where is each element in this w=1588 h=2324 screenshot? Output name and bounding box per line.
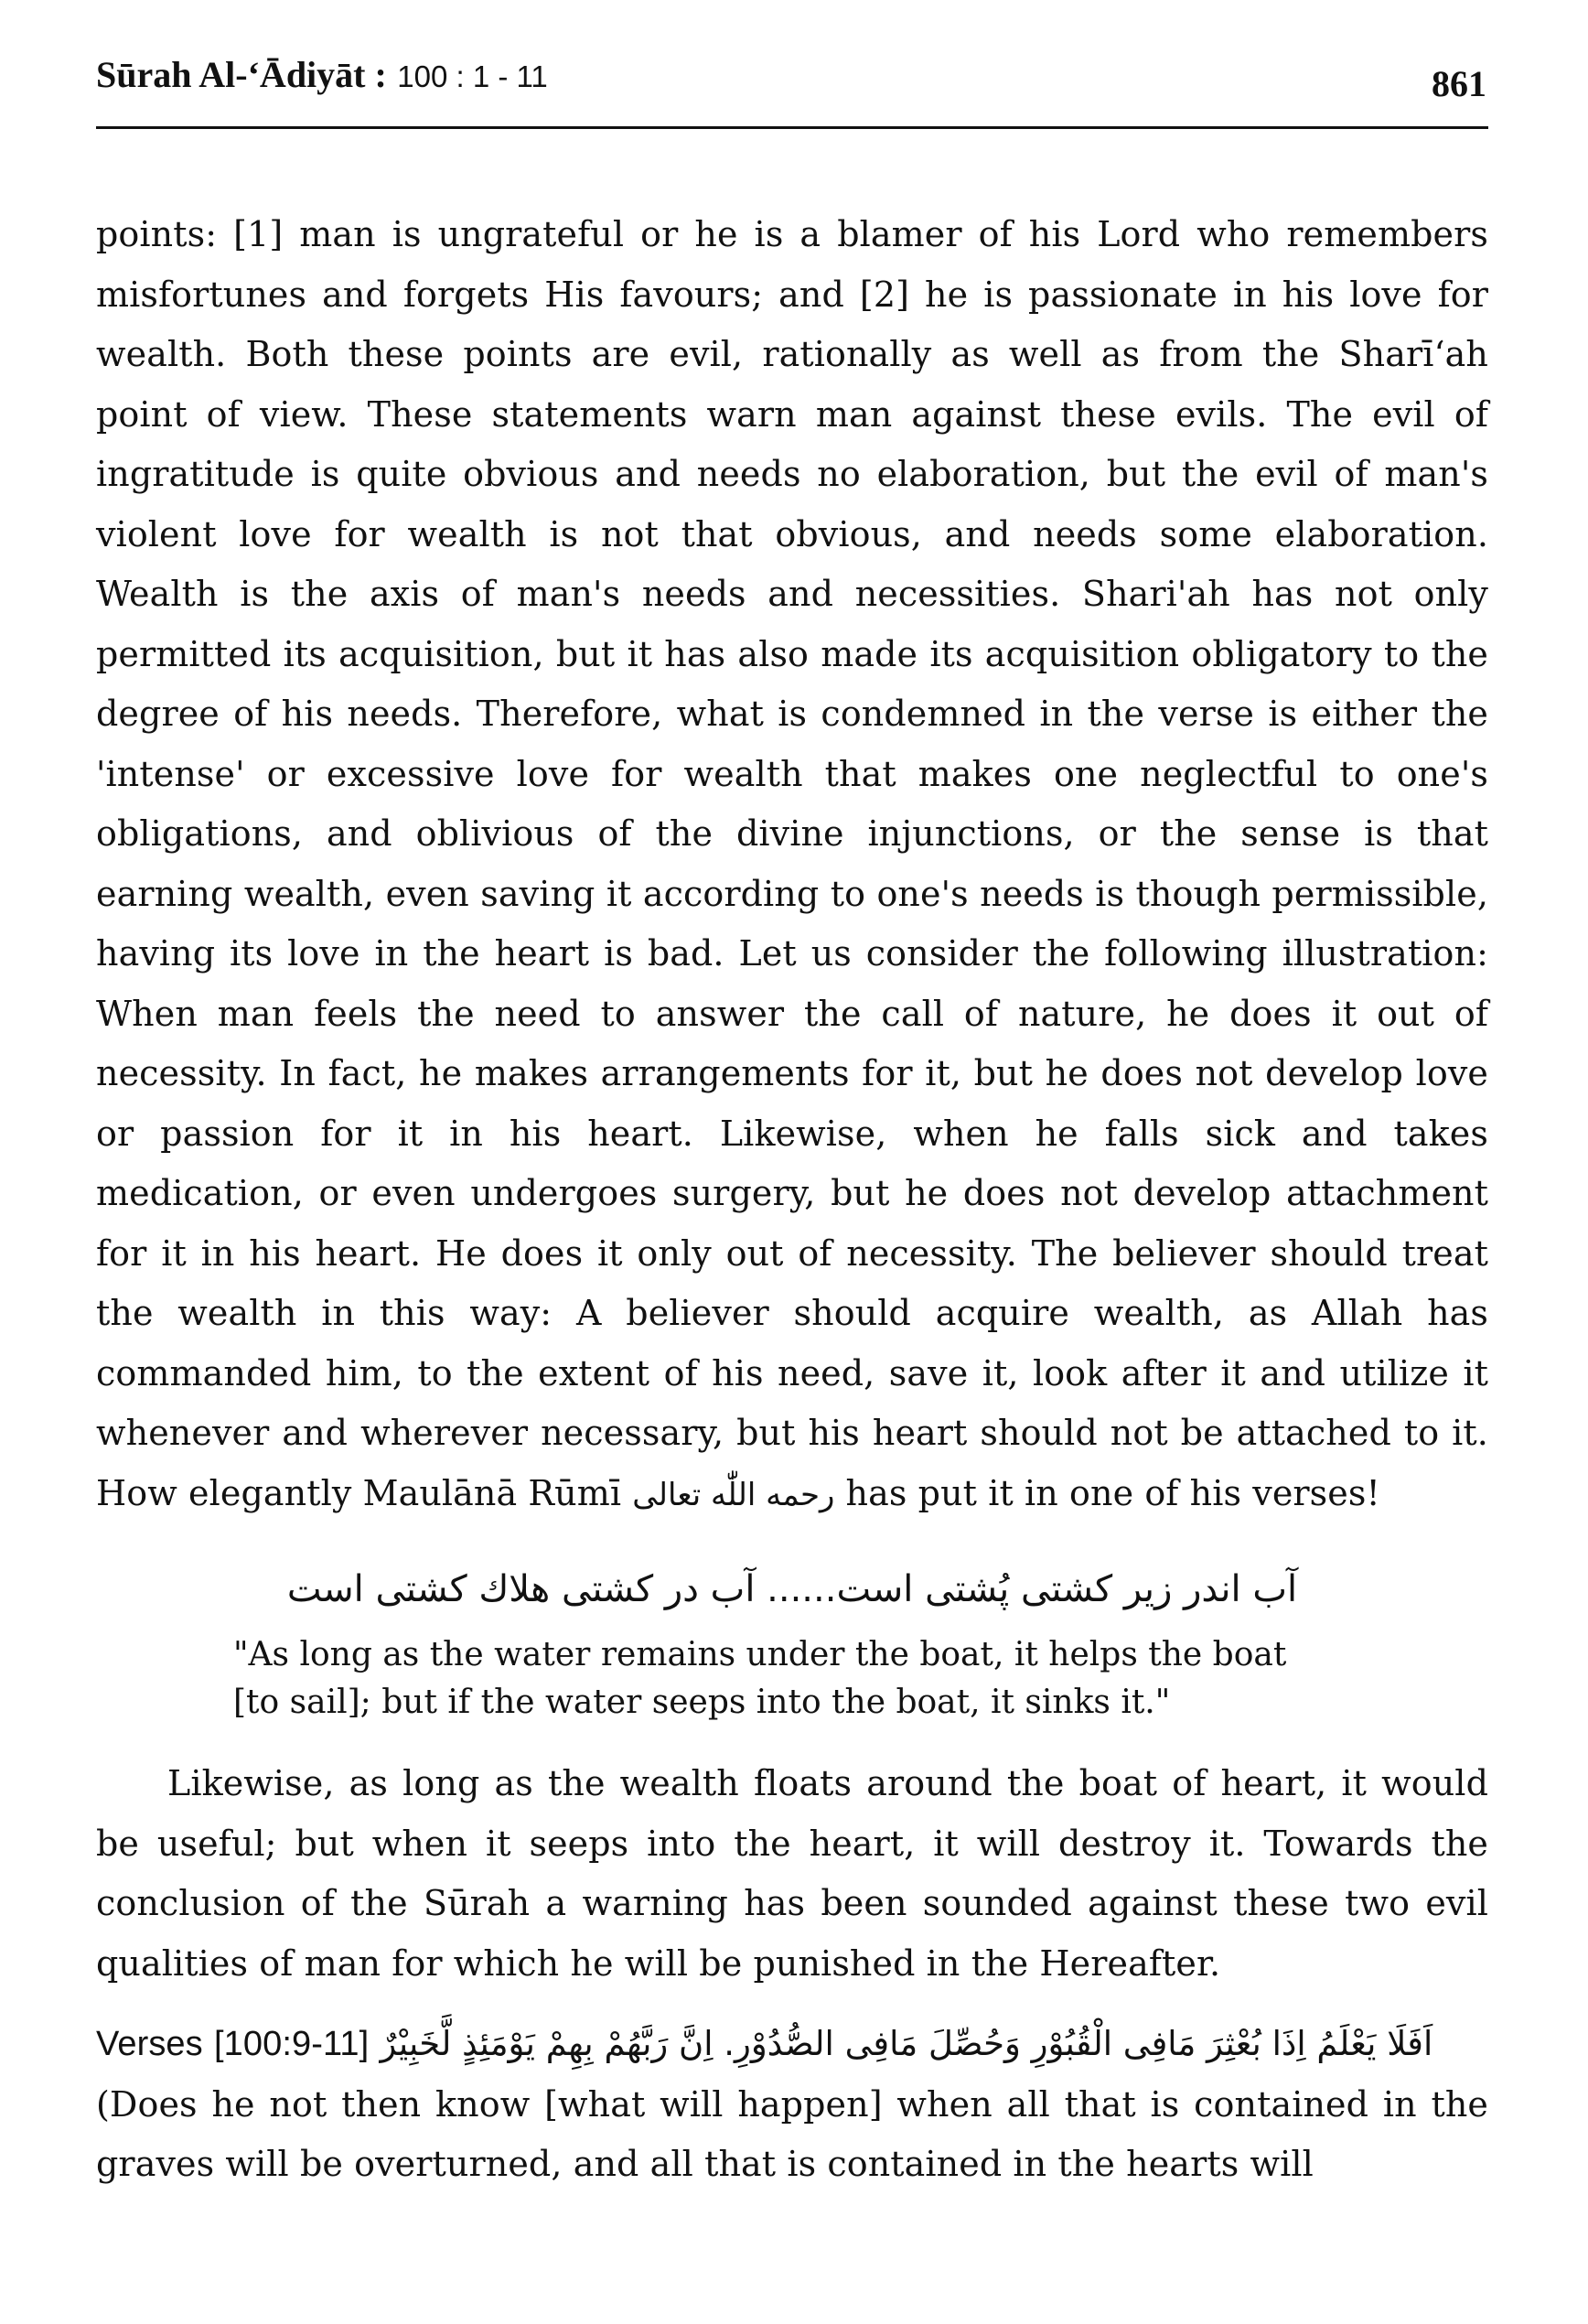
surah-title: Sūrah Al-‘Ādiyāt : — [96, 54, 387, 95]
book-page — [96, 48, 1488, 2184]
verse-translation-line-2: [to sail]; but if the water seeps into the boat, it sinks it." — [233, 1684, 1171, 1721]
paragraph-2: Likewise, as long as the wealth floats around the boat of heart, it would be useful; but when it seeps into the heart, it will destroy it. Towards the conclusion of the Sūrah a warning has been sounded against these two evil qualities of man for which he will be punished in the Hereafter. — [96, 1763, 1488, 1984]
quran-arabic: اَفَلَا يَعْلَمُ اِذَا بُعْثِرَ مَافِى الْقُبُوْرِ وَحُصِّلَ مَافِى الصُّدُوْرِ. اِنَّ رَبَّهُمْ بِهِمْ يَوْمَئِذٍ لَّخَبِيْرٌ — [380, 2024, 1433, 2063]
persian-verse-block — [96, 1560, 1488, 1727]
verse-translation-line-1: "As long as the water remains under the boat, it helps the boat — [233, 1636, 1287, 1673]
page-body — [96, 205, 1488, 2195]
paragraph-1-end: has put it in one of his verses! — [845, 1472, 1380, 1513]
verses-reference: [100:9-11] — [213, 2025, 370, 2063]
paragraph-3: (Does he not then know [what will happen] when all that is contained in the graves will be overturned, and all that is contained in the hearts will — [96, 2083, 1488, 2184]
header-title — [96, 53, 548, 96]
running-header — [96, 48, 1488, 106]
verses-heading — [96, 2014, 1488, 2075]
verse-translation — [233, 1631, 1351, 1727]
header-rule — [96, 126, 1488, 129]
surah-reference: 100 : 1 - 11 — [397, 59, 548, 93]
page-number: 861 — [1432, 63, 1486, 104]
paragraph-1-text: points: [1] man is ungrateful or he is a blamer of his Lord who remembers misfortunes and forgets His favours; and [2] he is passionate in his love for wealth. Both these points are evil, rationally as well as from the Sharī‘ah point of view. These statements warn man against these evils. The evil of ingratitude is quite obvious and needs no elaboration, but the evil of man's violent love for wealth is not that obvious, and needs some elaboration. Wealth is the axis of man's needs and necessities. Shari'ah has not only permitted its acquisition, but it has also made its acquisition obligatory to the degree of his needs. Therefore, what is condemned in the verse is either the 'intense' or excessive love for wealth that makes one neglectful to one's obligations, and oblivious of the divine injunctions, or the sense is that earning wealth, even saving it according to one's needs is though permissible, having its love in the heart is bad. Let us consider the following illustration: When man feels the need to answer the call of nature, he does it out of necessity. In fact, he makes arrangements for it, but he does not develop love or passion for it in his heart. Likewise, when he falls sick and takes medication, or even undergoes surgery, but he does not develop attachment for it in his heart. He does it only out of necessity. The believer should treat the wealth in this way: A believer should acquire wealth, as Allah has commanded him, to the extent of his need, save it, look after it and utilize it whenever and wherever necessary, but his heart should not be attached to it. How elegantly Maulānā Rūmī — [96, 214, 1488, 1513]
honorific-arabic: رحمه اللّٰه تعالی — [632, 1476, 835, 1513]
persian-verse: آب اندر زیر کشتی پُشتی است...... آب در کشتی هلاك کشتی است — [286, 1568, 1298, 1610]
paragraph-1 — [96, 205, 1488, 1525]
verses-label: Verses — [96, 2025, 203, 2063]
